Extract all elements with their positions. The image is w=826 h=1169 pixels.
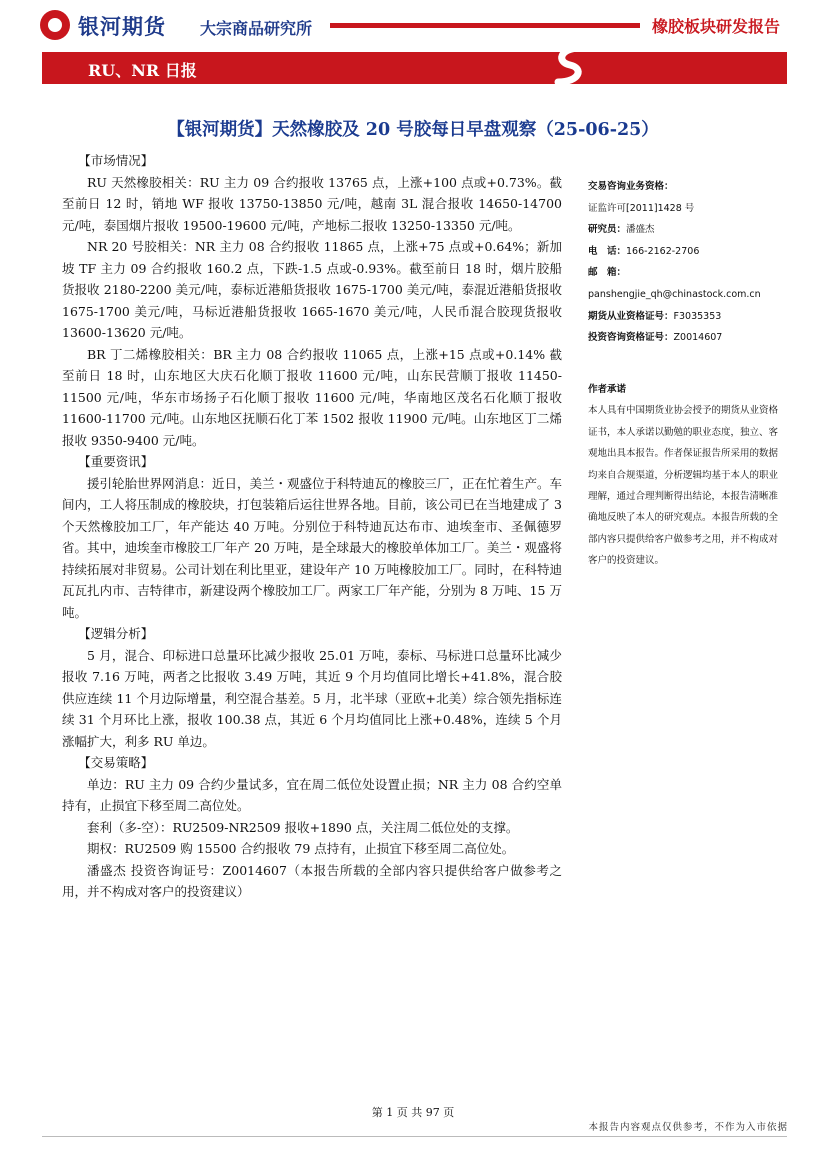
header-rule xyxy=(330,23,640,28)
qualification-heading: 交易咨询业务资格： xyxy=(588,181,674,192)
paragraph: 单边：RU 主力 09 合约少量试多，宜在周二低位处设置止损；NR 主力 08 合约空单持有，止损宜下移至周二高位处。 xyxy=(62,776,562,813)
researcher-name: 潘盛杰 xyxy=(626,224,655,236)
section-heading: 【重要资讯】 xyxy=(78,454,154,469)
page-number: 第 1 页 共 97 页 xyxy=(371,1106,455,1119)
footer-disclaimer: 本报告内容观点仅供参考，不作为入市依据 xyxy=(588,1122,788,1133)
invest-cert-value: Z0014607 xyxy=(673,332,723,344)
swoosh-icon xyxy=(550,44,590,86)
email-value: panshengjie_qh@chinastock.com.cn xyxy=(588,288,761,300)
institute-name: 大宗商品研究所 xyxy=(200,19,313,38)
paragraph: BR 丁二烯橡胶相关：BR 主力 08 合约报收 11065 点，上涨+15 点或+0.14% 截至前日 18 时，山东地区大庆石化顺丁报收 11600 元/吨，山东民营顺丁报收 11450-11500 元/吨，华东市场扬子石化顺丁报收 11600 元/吨，华南地区茂名石化顺丁报收 11600-11700 元/吨。山东地区抚顺石化丁苯 1502 报收 11900 元/吨。山东地区丁二烯报收 9350-9400 元/吨。 xyxy=(62,346,562,448)
paragraph: 5 月，混合、印标进口总量环比减少报收 25.01 万吨，泰标、马标进口总量环比减少报收 7.16 万吨，两者之比报收 3.49 万吨，其近 9 个月均值同比增长+41.8%，混合胶供应连续 11 个月边际增量，利空混合基差。5 月，北半球（亚欧+北美）综合领先指标连续 31 个月环比上涨，报收 100.38 点，其近 6 个月均值同比上涨+0.48%，连续 5 个月涨幅扩大，利多 RU 单边。 xyxy=(62,647,562,749)
paragraph: 套利（多-空）：RU2509-NR2509 报收+1890 点，关注周二低位处的支撑。 xyxy=(87,819,519,835)
paragraph: RU 天然橡胶相关：RU 主力 09 合约报收 13765 点，上涨+100 点或+0.73%。截至前日 12 时，销地 WF 报收 13750-13850 元/吨，越南 3L 混合报收 14650-14700 元/吨，泰国烟片报收 19500-19600 元/吨，产地标二报收 13250-13350 元/吨。 xyxy=(62,174,562,233)
report-title: 【银河期货】天然橡胶及 20 号胶每日早盘观察（25-06-25） xyxy=(167,120,659,140)
pledge-text: 本人具有中国期货业协会授予的期货从业资格证书，本人承诺以勤勉的职业态度，独立、客观地出具本报告。作者保证报告所采用的数据均来自合规渠道，分析逻辑均基于本人的职业理解，通过合理判断得出结论，本报告清晰准确地反映了本人的研究观点。本报告所载的全部内容只提供给客户做参考之用，并不构成对客户的投资建议。 xyxy=(588,405,779,567)
report-type: 橡胶板块研发报告 xyxy=(652,17,781,36)
qualification-value: 证监许可[2011]1428 号 xyxy=(588,202,695,214)
paragraph: NR 20 号胶相关：NR 主力 08 合约报收 11865 点，上涨+75 点或+0.64%；新加坡 TF 主力 09 合约报收 160.2 点，下跌-1.5 点或-0.93%。截至前日 18 时，烟片胶船货报收 2180-2200 美元/吨，泰标近港船货报收 1675-1700 美元/吨，泰混近港船货报收 1675-1700 美元/吨，马标近港船货报收 1665-1670 美元/吨，人民币混合胶现货报收 13600-13620 元/吨。 xyxy=(62,239,562,340)
section-heading: 【市场情况】 xyxy=(78,153,154,168)
footer-rule xyxy=(42,1136,787,1137)
company-name: 银河期货 xyxy=(78,15,166,39)
researcher-label: 研究员： xyxy=(588,224,627,236)
invest-cert-label: 投资咨询资格证号： xyxy=(588,332,674,344)
main-content xyxy=(62,150,562,903)
band-label: RU、NR 日报 xyxy=(88,61,197,80)
phone-value: 166-2162-2706 xyxy=(626,245,700,257)
pledge-heading: 作者承诺 xyxy=(588,383,627,395)
invest-cert-row xyxy=(588,327,778,349)
futures-cert-row xyxy=(588,306,778,328)
section-heading: 【交易策略】 xyxy=(78,755,154,770)
report-header xyxy=(0,0,826,90)
futures-cert-label: 期货从业资格证号： xyxy=(588,310,674,322)
phone-label: 电 话： xyxy=(588,245,627,257)
researcher-row xyxy=(588,219,778,241)
email-label: 邮 箱： xyxy=(588,267,627,279)
futures-cert-value: F3035353 xyxy=(673,310,722,322)
phone-row xyxy=(588,241,778,263)
paragraph: 援引轮胎世界网消息：近日，美兰・观盛位于科特迪瓦的橡胶三厂，正在忙着生产。车间内，工人将压制成的橡胶块，打包装箱后运往世界各地。目前，该公司已在当地建成了 3 个天然橡胶加工厂，年产能达 40 万吨。分别位于科特迪瓦达布市、迪埃奎市、圣佩德罗省。其中，迪埃奎市橡胶工厂年产 20 万吨，是全球最大的橡胶单体加工厂。美兰・观盛将持续拓展对非贸易。公司计划在利比里亚，建设年产 10 万吨橡胶加工厂。同时，在科特迪瓦瓦扎内市、吉特律市，新建设两个橡胶加工厂。两家工厂年产能，分别为 8 万吨、15 万吨。 xyxy=(62,475,563,620)
sidebar xyxy=(588,176,778,572)
paragraph: 期权：RU2509 购 15500 合约报收 79 点持有，止损宜下移至周二高位处。 xyxy=(87,841,515,856)
company-logo-icon xyxy=(40,10,70,40)
section-heading: 【逻辑分析】 xyxy=(78,626,154,641)
paragraph: 潘盛杰 投资咨询证号：Z0014607（本报告所载的全部内容只提供给客户做参考之用，并不构成对客户的投资建议） xyxy=(62,862,562,899)
